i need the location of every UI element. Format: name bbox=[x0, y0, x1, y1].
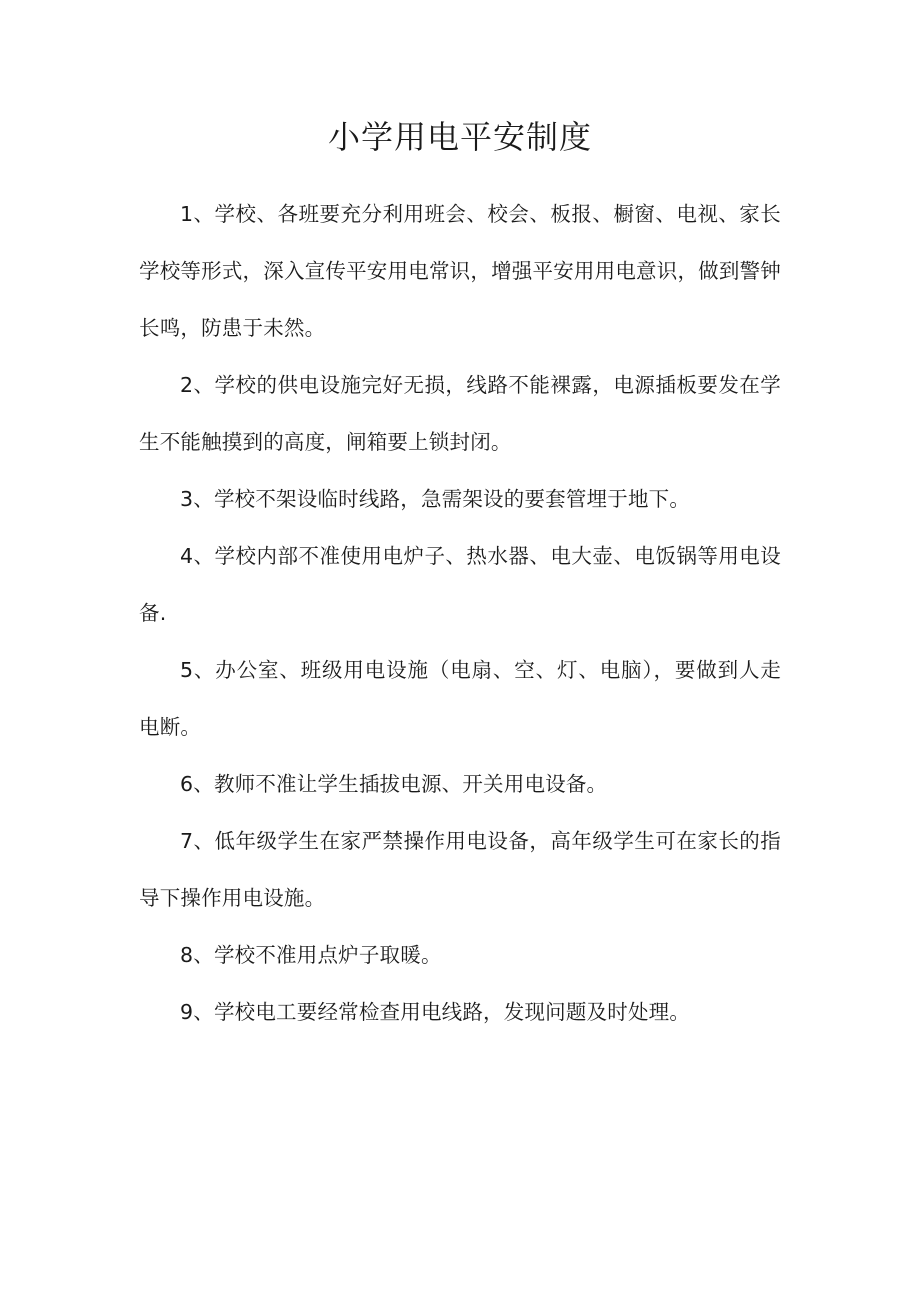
rule-paragraph-2: 2、学校的供电设施完好无损，线路不能裸露，电源插板要发在学生不能触摸到的高度，闸箱要上锁封闭。 bbox=[139, 373, 781, 454]
document-title: 小学用电平安制度 bbox=[327, 118, 592, 156]
rule-paragraph-5: 5、办公室、班级用电设施（电扇、空、灯、电脑），要做到人走电断。 bbox=[139, 658, 781, 739]
rule-paragraph-4: 4、学校内部不准使用电炉子、热水器、电大壶、电饭锅等用电设备. bbox=[139, 544, 781, 625]
rule-paragraph-7: 7、低年级学生在家严禁操作用电设备，高年级学生可在家长的指导下操作用电设施。 bbox=[139, 829, 781, 910]
rule-paragraph-8: 8、学校不准用点炉子取暖。 bbox=[180, 943, 442, 967]
rule-paragraph-6: 6、教师不准让学生插拔电源、开关用电设备。 bbox=[180, 772, 608, 796]
rule-paragraph-3: 3、学校不架设临时线路，急需架设的要套管埋于地下。 bbox=[180, 487, 691, 511]
document-body bbox=[139, 186, 781, 1041]
rule-paragraph-9: 9、学校电工要经常检查用电线路，发现问题及时处理。 bbox=[180, 1000, 691, 1024]
rule-paragraph-1: 1、学校、各班要充分利用班会、校会、板报、橱窗、电视、家长学校等形式，深入宣传平安用电常识，增强平安用用电意识，做到警钟长鸣，防患于未然。 bbox=[139, 202, 781, 340]
